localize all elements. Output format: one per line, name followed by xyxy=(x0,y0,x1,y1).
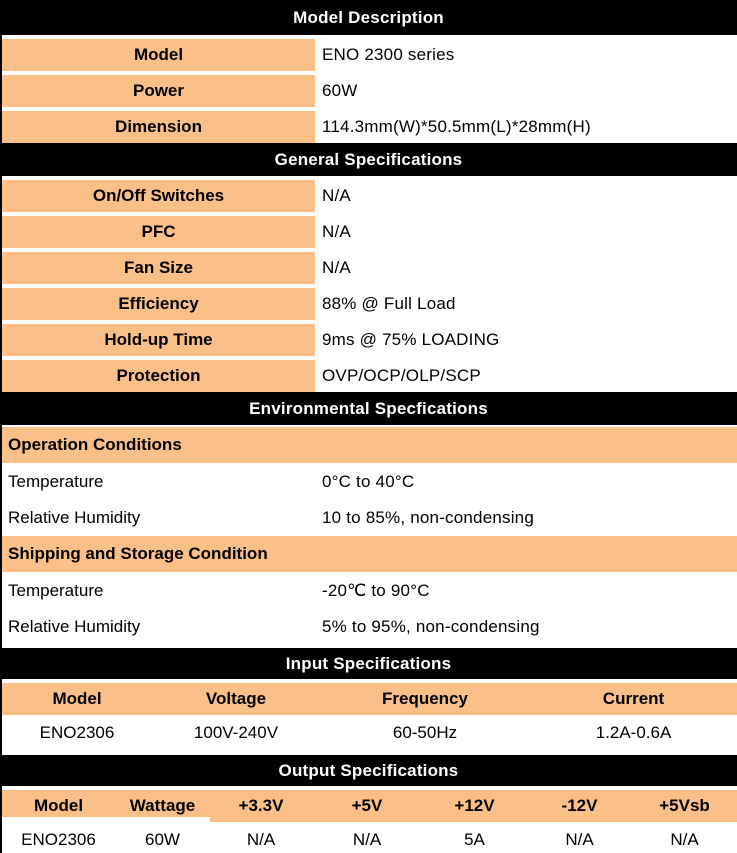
row-label: Protection xyxy=(2,360,315,392)
section-title: Model Description xyxy=(293,7,444,27)
section-band-general-specifications xyxy=(0,143,737,176)
spec-row-pfc xyxy=(0,216,737,248)
column-header-current: Current xyxy=(530,683,737,715)
column-header-wattage: Wattage xyxy=(115,790,210,822)
input-data-row xyxy=(0,717,737,749)
table-left-border xyxy=(0,0,2,853)
column-header-5v: +5V xyxy=(312,790,422,822)
spec-row-fan-size xyxy=(0,252,737,284)
model-description-rows xyxy=(0,39,737,143)
cell-5vsb: N/A xyxy=(670,829,699,849)
output-header-row xyxy=(0,790,737,822)
column-header-model: Model xyxy=(2,790,115,822)
spec-row-onoff-switches xyxy=(0,180,737,212)
row-value: OVP/OCP/OLP/SCP xyxy=(322,366,481,385)
general-specifications-rows xyxy=(0,180,737,392)
column-header-model: Model xyxy=(2,683,152,715)
env-row-operation-humidity xyxy=(0,500,737,536)
section-title: General Specifications xyxy=(274,149,463,169)
spec-row-efficiency xyxy=(0,288,737,320)
row-label: Fan Size xyxy=(2,252,315,284)
row-value: 9ms @ 75% LOADING xyxy=(322,330,500,349)
row-value: ENO 2300 series xyxy=(322,45,455,64)
cell-neg12v: N/A xyxy=(565,829,594,849)
row-label: Relative Humidity xyxy=(8,508,141,527)
cell-model: ENO2306 xyxy=(21,829,96,849)
column-header-neg12v: -12V xyxy=(527,790,632,822)
column-header-5vsb: +5Vsb xyxy=(632,790,737,822)
row-value: -20℃ to 90°C xyxy=(322,580,430,600)
cell-frequency: 60-50Hz xyxy=(392,723,458,742)
row-value: 88% @ Full Load xyxy=(322,294,456,313)
row-label: PFC xyxy=(2,216,315,248)
subsection-title: Shipping and Storage Condition xyxy=(8,544,268,563)
row-label: Temperature xyxy=(8,580,104,600)
env-row-operation-temperature xyxy=(0,463,737,500)
row-value: 60W xyxy=(322,81,358,100)
subsection-operation-conditions xyxy=(0,427,737,463)
row-label: Hold-up Time xyxy=(2,324,315,356)
section-band-output-specifications xyxy=(0,755,737,786)
column-header-voltage: Voltage xyxy=(152,683,320,715)
spec-row-power xyxy=(0,75,737,107)
section-band-environmental-specifications xyxy=(0,392,737,425)
row-value: N/A xyxy=(322,186,351,205)
row-label: Efficiency xyxy=(2,288,315,320)
env-row-shipping-humidity xyxy=(0,609,737,645)
spec-row-dimension xyxy=(0,111,737,143)
row-label: Power xyxy=(2,75,315,107)
section-title: Environmental Specfications xyxy=(249,398,488,418)
section-title: Output Specifications xyxy=(278,760,459,780)
column-header-12v: +12V xyxy=(422,790,527,822)
env-row-shipping-temperature xyxy=(0,572,737,609)
spec-row-holdup-time xyxy=(0,324,737,356)
row-label: Relative Humidity xyxy=(8,617,141,636)
cell-3v3: N/A xyxy=(246,829,276,849)
column-header-frequency: Frequency xyxy=(320,683,530,715)
row-value: N/A xyxy=(322,258,351,277)
subsection-shipping-storage xyxy=(0,536,737,572)
cell-current: 1.2A-0.6A xyxy=(595,723,672,742)
spec-row-protection xyxy=(0,360,737,392)
section-band-input-specifications xyxy=(0,648,737,679)
spec-row-model xyxy=(0,39,737,71)
row-label: Model xyxy=(2,39,315,71)
column-header-3v3: +3.3V xyxy=(210,790,312,822)
row-label: Dimension xyxy=(2,111,315,143)
row-value: 10 to 85%, non-condensing xyxy=(322,508,534,527)
row-value: 5% to 95%, non-condensing xyxy=(322,617,540,636)
row-value: 0°C to 40°C xyxy=(322,471,415,491)
row-value: 114.3mm(W)*50.5mm(L)*28mm(H) xyxy=(322,117,591,136)
cell-12v: 5A xyxy=(464,829,485,849)
row-value: N/A xyxy=(322,222,351,241)
row-label: On/Off Switches xyxy=(2,180,315,212)
section-band-model-description xyxy=(0,0,737,35)
section-title: Input Specifications xyxy=(285,653,452,673)
output-data-row xyxy=(0,824,737,853)
subsection-title: Operation Conditions xyxy=(8,435,182,454)
cell-model: ENO2306 xyxy=(39,723,115,742)
input-header-row xyxy=(0,683,737,715)
row-label: Temperature xyxy=(8,471,104,491)
cell-5v: N/A xyxy=(352,829,382,849)
cell-wattage: 60W xyxy=(145,829,180,849)
cell-voltage: 100V-240V xyxy=(193,723,279,742)
